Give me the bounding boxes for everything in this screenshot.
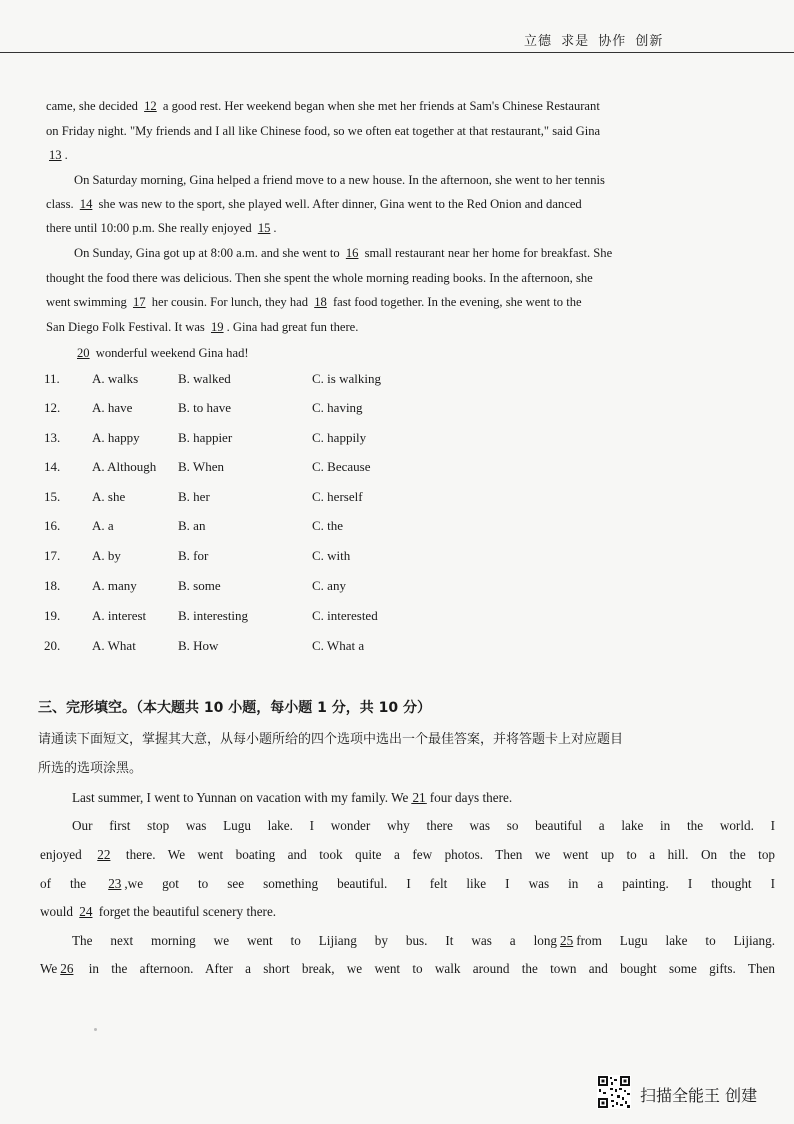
option-c[interactable]: C. Because [312, 459, 371, 474]
option-a[interactable]: A. have [92, 400, 133, 415]
option-a[interactable]: A. Although [92, 459, 157, 474]
passage-line: came, she decided 12 a good rest. Her weekend began when she met her friends at Sam's Chinese Restaurant [46, 99, 600, 113]
passage-line: 20 wonderful weekend Gina had! [46, 341, 764, 365]
passage-line: On Sunday, Gina got up at 8:00 a.m. and she went to 16 small restaurant near her home for breakfast. She [74, 246, 613, 260]
passage-line: On Saturday morning, Gina helped a friend move to a new house. In the afternoon, she went to her tennis [74, 173, 605, 187]
option-b[interactable]: B. to have [178, 400, 232, 415]
footer-watermark: 扫描全能王 创建 [640, 1086, 758, 1105]
option-b[interactable]: B. her [178, 489, 210, 504]
option-b[interactable]: B. When [178, 459, 224, 474]
passage-line: The next morning we went to Lijiang by bus. It was a long 25 from Lugu lake to Lijiang. [72, 933, 775, 948]
passage-line: Our first stop was Lugu lake. I wonder why there was so beautiful a lake in the world. I [72, 818, 775, 833]
passage-line: on Friday night. "My friends and I all like Chinese food, so we often eat together at that restaurant," said Gina [46, 124, 601, 138]
option-b[interactable]: B. How [178, 638, 219, 653]
blank-23[interactable]: 23 [108, 876, 122, 891]
option-b[interactable]: B. an [178, 518, 206, 533]
blank-15[interactable]: 15 [257, 221, 271, 235]
option-b[interactable]: B. some [178, 578, 221, 593]
passage-line: class. 14 she was new to the sport, she played well. After dinner, Gina went to the Red Onion and danced [46, 197, 582, 211]
blank-21[interactable]: 21 [412, 790, 426, 805]
option-c[interactable]: C. herself [312, 489, 363, 504]
option-a[interactable]: A. she [92, 489, 126, 504]
passage-line: thought the food there was delicious. Then she spent the whole morning reading books. In the afternoon, she [46, 271, 593, 285]
option-c[interactable]: C. is walking [312, 371, 381, 386]
blank-19[interactable]: 19 [210, 320, 224, 334]
qr-code-icon [597, 1075, 631, 1109]
passage-line: enjoyed 22 there. We went boating and took quite a few photos. Then we went up to a hill. On the top [40, 847, 776, 862]
blank-25[interactable]: 25 [560, 933, 574, 948]
option-a[interactable]: A. walks [92, 371, 139, 386]
option-a[interactable]: A. What [92, 638, 136, 653]
blank-20[interactable]: 20 [77, 346, 90, 360]
option-a[interactable]: A. a [92, 518, 114, 533]
blank-13[interactable]: 13 [49, 148, 62, 162]
option-b[interactable]: B. for [178, 548, 209, 563]
passage-line: went swimming 17 her cousin. For lunch, they had 18 fast food together. In the evening, she went to the [46, 295, 582, 309]
passage-line: there until 10:00 p.m. She really enjoyed 15 . [46, 221, 277, 235]
option-c[interactable]: C. with [312, 548, 351, 563]
option-b[interactable]: B. happier [178, 430, 233, 445]
blank-14[interactable]: 14 [79, 197, 93, 211]
option-c[interactable]: C. interested [312, 608, 378, 623]
passage-line: of the 23 ,we got to see something beautiful. I felt like I was in a painting. I thought I [40, 876, 775, 891]
passage-line: 13 . [46, 143, 736, 167]
passage-line: San Diego Folk Festival. It was 19 . Gina had great fun there. [46, 320, 359, 334]
option-a[interactable]: A. many [92, 578, 137, 593]
header-rule [0, 52, 794, 53]
option-a[interactable]: A. interest [92, 608, 147, 623]
scan-speck [94, 1028, 97, 1031]
option-c[interactable]: C. having [312, 400, 363, 415]
passage-line: We 26 in the afternoon. After a short break, we went to walk around the town and bought some gifts. Then [40, 961, 775, 976]
blank-18[interactable]: 18 [314, 295, 327, 309]
option-c[interactable]: C. What a [312, 638, 365, 653]
option-a[interactable]: A. by [92, 548, 121, 563]
passage-line: Last summer, I went to Yunnan on vacation with my family. We 21 four days there. [72, 790, 513, 805]
section-3-title: 三、完形填空。（本大题共 10 小题，每小题 1 分，共 10 分） [38, 700, 431, 716]
blank-26[interactable]: 26 [60, 961, 74, 976]
section-3-instruction: 所选的选项涂黑。 [38, 761, 143, 776]
option-b[interactable]: B. interesting [178, 608, 249, 623]
option-b[interactable]: B. walked [178, 371, 231, 386]
blank-16[interactable]: 16 [345, 246, 359, 260]
passage-line: would 24 forget the beautiful scenery there. [40, 904, 277, 919]
section-3-instruction: 请通读下面短文，掌握其大意，从每小题所给的四个选项中选出一个最佳答案，并将答题卡上对应题目 [38, 732, 624, 747]
option-a[interactable]: A. happy [92, 430, 140, 445]
blank-22[interactable]: 22 [97, 847, 111, 862]
option-c[interactable]: C. happily [312, 430, 367, 445]
blank-24[interactable]: 24 [79, 904, 93, 919]
option-c[interactable]: C. any [312, 578, 346, 593]
header-motto: 立德 求是 协作 创新 [524, 34, 664, 49]
blank-17[interactable]: 17 [132, 295, 146, 309]
option-c[interactable]: C. the [312, 518, 344, 533]
blank-12[interactable]: 12 [144, 99, 157, 113]
